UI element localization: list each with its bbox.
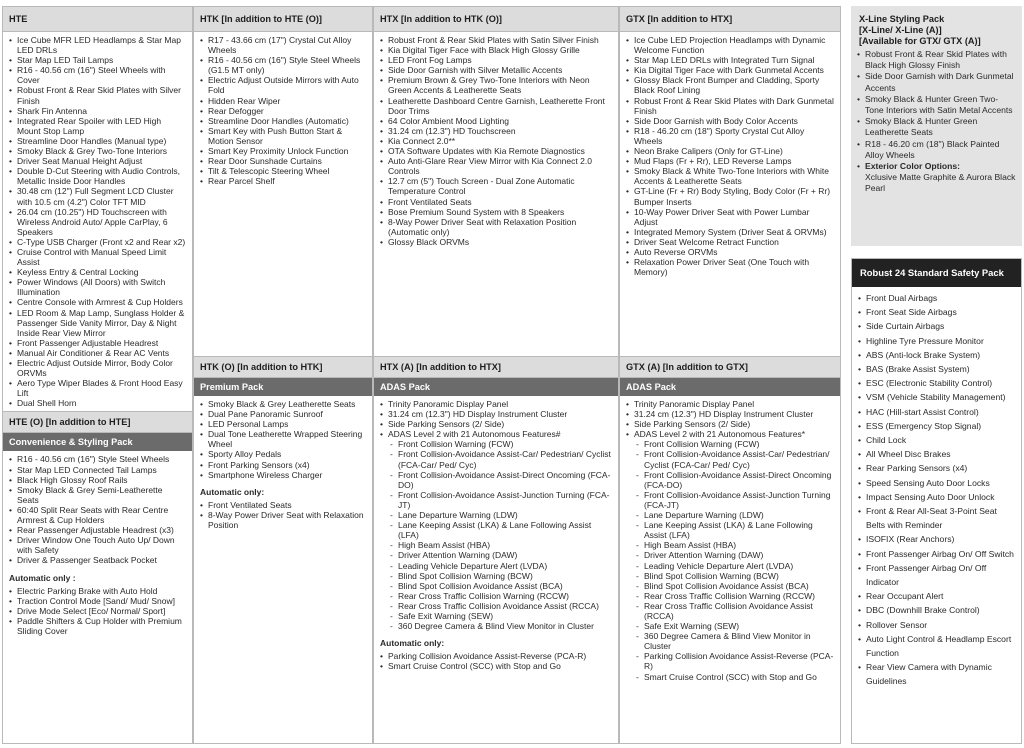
list-item: • Hidden Rear Wiper (200, 96, 366, 106)
list-item: • Paddle Shifters & Cup Holder with Premium Sliding Cover (9, 616, 186, 636)
list-item: • Leatherette Dashboard Centre Garnish, Leatherette Front Door Trims (380, 96, 612, 116)
list-item: • R17 - 43.66 cm (17") Crystal Cut Alloy Wheels (200, 35, 366, 55)
list-item: • Robust Front & Rear Skid Plates with Dark Gunmetal Finish (626, 96, 834, 116)
sub-list-item: - Blind Spot Collision Warning (BCW) (626, 571, 834, 581)
list-item: • Rear Passenger Adjustable Headrest (x3) (9, 525, 186, 535)
list-item: • 8-Way Power Driver Seat with Relaxation Position (200, 510, 366, 530)
list-item: • ADAS Level 2 with 21 Autonomous Features# (380, 429, 612, 439)
list-item: • R18 - 46.20 cm (18") Sporty Crystal Cut Alloy Wheels (626, 126, 834, 146)
xline-styling-pack (851, 6, 1022, 246)
htk-o-automatic-label: Automatic only: (200, 486, 265, 497)
safety-feature-list (852, 287, 1021, 692)
list-item: • Kia Digital Tiger Face with Black High Glossy Grille (380, 45, 612, 55)
list-item: • All Wheel Disc Brakes (858, 447, 1015, 461)
list-item: • Impact Sensing Auto Door Unlock (858, 490, 1015, 504)
list-item: • Glossy Black ORVMs (380, 237, 612, 247)
list-item: • Rollover Sensor (858, 618, 1015, 632)
list-item: • Integrated Rear Spoiler with LED High Mount Stop Lamp (9, 116, 186, 136)
list-item: • Smoky Black & Hunter Green Leatherette Seats (857, 116, 1016, 138)
list-item: • Rear Door Sunshade Curtains (200, 156, 366, 166)
list-item: • GT-Line (Fr + Rr) Body Styling, Body Color (Fr + Rr) Bumper Inserts (626, 186, 834, 206)
list-item: • Rear Parcel Shelf (200, 176, 366, 186)
list-item (857, 161, 1016, 195)
list-item: • BAS (Brake Assist System) (858, 362, 1015, 376)
sub-list-item: - Rear Cross Traffic Collision Avoidance Assist (RCCA) (626, 601, 834, 621)
list-item: • Neon Brake Calipers (Only for GT-Line) (626, 146, 834, 156)
list-item: • Dual Shell Horn (9, 398, 186, 408)
list-item: • Mud Flaps (Fr + Rr), LED Reverse Lamps (626, 156, 834, 166)
list-item: • Front & Rear All-Seat 3-Point Seat Belts with Reminder (858, 504, 1015, 532)
sub-list-item: - Driver Attention Warning (DAW) (626, 550, 834, 560)
list-item: • R16 - 40.56 cm (16") Style Steel Wheels (9, 454, 186, 464)
sub-list-item: - Front Collision-Avoidance Assist-Car/ Pedestrian/ Cyclist (FCA-Car/ Ped/ Cyc) (380, 449, 612, 469)
list-item: • Traction Control Mode [Sand/ Mud/ Snow] (9, 596, 186, 606)
list-item: • Streamline Door Handles (Automatic) (200, 116, 366, 126)
sub-list-item: - Front Collision-Avoidance Assist-Direct Oncoming (FCA-DO) (380, 470, 612, 490)
list-item: • Smart Key with Push Button Start & Motion Sensor (200, 126, 366, 146)
column-htx (373, 6, 619, 744)
column-htk (193, 6, 373, 744)
list-item: • Trinity Panoramic Display Panel (626, 399, 834, 409)
sub-list-item: - Lane Keeping Assist (LKA) & Lane Following Assist (LFA) (626, 520, 834, 540)
list-item: • Auto Reverse ORVMs (626, 247, 834, 257)
list-item: • R16 - 40.56 cm (16") Style Steel Wheels (G1.5 MT only) (200, 55, 366, 75)
hte-o-automatic-list (3, 583, 192, 639)
list-item: • Smoky Black & Grey Semi-Leatherette Seats (9, 485, 186, 505)
sub-list-item: - Leading Vehicle Departure Alert (LVDA) (626, 561, 834, 571)
xline-title-line: [Available for GTX/ GTX (A)] (859, 36, 981, 46)
list-item: • Star Map LED Tail Lamps (9, 55, 186, 65)
list-item: • Premium Brown & Grey Two-Tone Interiors with Neon Green Accents & Leatherette Seats (380, 75, 612, 95)
list-item: • Star Map LED DRLs with Integrated Turn Signal (626, 55, 834, 65)
list-item: • Smart Cruise Control (SCC) with Stop and Go (380, 661, 612, 671)
sub-list-item: - Lane Departure Warning (LDW) (380, 510, 612, 520)
list-item: • Rear Parking Sensors (x4) (858, 461, 1015, 475)
sub-list-item: - Leading Vehicle Departure Alert (LVDA) (380, 561, 612, 571)
list-item: • LED Personal Lamps (200, 419, 366, 429)
list-item: • 31.24 cm (12.3") HD Display Instrument Cluster (626, 409, 834, 419)
xline-title (851, 6, 1022, 49)
sub-list-item: - Rear Cross Traffic Collision Warning (RCCW) (626, 591, 834, 601)
list-item: • Drive Mode Select [Eco/ Normal/ Sport] (9, 606, 186, 616)
list-item: • 31.24 cm (12.3") HD Display Instrument Cluster (380, 409, 612, 419)
list-item: • 26.04 cm (10.25") HD Touchscreen with Wireless Android Auto/ Apple CarPlay, 6 Speakers (9, 207, 186, 237)
list-item: • Centre Console with Armrest & Cup Holders (9, 297, 186, 307)
list-item: • 8-Way Power Driver Seat with Relaxation Position (Automatic only) (380, 217, 612, 237)
sub-list-item: - Safe Exit Warning (SEW) (626, 621, 834, 631)
list-item: • Integrated Memory System (Driver Seat & ORVMs) (626, 227, 834, 237)
sub-list-item: - Front Collision-Avoidance Assist-Junction Turning (FCA-JT) (626, 490, 834, 510)
sub-list-item: - Front Collision Warning (FCW) (626, 439, 834, 449)
hte-o-automatic-label: Automatic only : (9, 572, 76, 583)
gtx-a-header: GTX (A) [In addition to GTX] (620, 356, 840, 378)
list-item: • Robust Front & Rear Skid Plates with Satin Silver Finish (380, 35, 612, 45)
list-item: • 12.7 cm (5") Touch Screen - Dual Zone Automatic Temperature Control (380, 176, 612, 196)
sub-list-item: - Lane Keeping Assist (LKA) & Lane Following Assist (LFA) (380, 520, 612, 540)
list-item: • 30.48 cm (12") Full Segment LCD Cluster with 10.5 cm (4.2") Color TFT MID (9, 186, 186, 206)
htk-header: HTK [In addition to HTE (O)] (194, 6, 372, 32)
htx-a-header: HTX (A) [In addition to HTX] (374, 356, 618, 378)
list-item: • Rear Defogger (200, 106, 366, 116)
list-item: • Speed Sensing Auto Door Locks (858, 476, 1015, 490)
list-item: • Side Parking Sensors (2/ Side) (626, 419, 834, 429)
list-item: • Front Passenger Adjustable Headrest (9, 338, 186, 348)
column-gtx (619, 6, 841, 744)
list-item: • Driver Window One Touch Auto Up/ Down with Safety (9, 535, 186, 555)
list-item: • Front Seat Side Airbags (858, 305, 1015, 319)
sub-list-item: - High Beam Assist (HBA) (626, 540, 834, 550)
list-item: • Bose Premium Sound System with 8 Speakers (380, 207, 612, 217)
list-item: • LED Front Fog Lamps (380, 55, 612, 65)
list-item: • R16 - 40.56 cm (16") Steel Wheels with Cover (9, 65, 186, 85)
list-item: • Rear View Camera with Dynamic Guidelines (858, 660, 1015, 688)
htk-feature-list (194, 32, 372, 189)
sub-list-item: - 360 Degree Camera & Blind View Monitor in Cluster (380, 621, 612, 631)
sub-list-item: - Rear Cross Traffic Collision Warning (RCCW) (380, 591, 612, 601)
list-item: • Aero Type Wiper Blades & Front Hood Easy Lift (9, 378, 186, 398)
exterior-color-value: Xclusive Matte Graphite & Aurora Black Pearl (865, 172, 1016, 194)
htx-adas-pack-label: ADAS Pack (374, 378, 618, 396)
list-item: • Driver Seat Welcome Retract Function (626, 237, 834, 247)
list-item: • HAC (Hill-start Assist Control) (858, 405, 1015, 419)
xline-feature-list (851, 49, 1022, 198)
sub-list-item: - Front Collision-Avoidance Assist-Direct Oncoming (FCA-DO) (626, 470, 834, 490)
list-item: • Keyless Entry & Central Locking (9, 267, 186, 277)
list-item: • Kia Digital Tiger Face with Dark Gunmetal Accents (626, 65, 834, 75)
sub-list-item: - Front Collision-Avoidance Assist-Car/ Pedestrian/ Cyclist (FCA-Car/ Ped/ Cyc) (626, 449, 834, 469)
htk-o-automatic-list (194, 497, 372, 533)
sub-list-item: - Front Collision Warning (FCW) (380, 439, 612, 449)
list-item: • Black High Glossy Roof Rails (9, 475, 186, 485)
gtx-adas-pack-label: ADAS Pack (620, 378, 840, 396)
list-item: • R18 - 46.20 cm (18") Black Painted Alloy Wheels (857, 139, 1016, 161)
list-item: • Sporty Alloy Pedals (200, 449, 366, 459)
list-item: • Parking Collision Avoidance Assist-Reverse (PCA-R) (380, 651, 612, 661)
sub-list-item: - Lane Departure Warning (LDW) (626, 510, 834, 520)
list-item: • 10-Way Power Driver Seat with Power Lumbar Adjust (626, 207, 834, 227)
hte-header: HTE (3, 6, 192, 32)
list-item: • DBC (Downhill Brake Control) (858, 603, 1015, 617)
sub-list-item: - Rear Cross Traffic Collision Avoidance Assist (RCCA) (380, 601, 612, 611)
list-item: • Front Dual Airbags (858, 291, 1015, 305)
list-item: • Smoky Black & White Two-Tone Interiors with White Accents & Leatherette Seats (626, 166, 834, 186)
list-item: • Smoky Black & Grey Two-Tone Interiors (9, 146, 186, 156)
list-item: • 64 Color Ambient Mood Lighting (380, 116, 612, 126)
htx-a-feature-list (374, 396, 618, 634)
list-item: • Side Curtain Airbags (858, 319, 1015, 333)
xline-title-line: [X-Line/ X-Line (A)] (859, 25, 942, 35)
htx-feature-list (374, 32, 618, 250)
sub-list-item: - 360 Degree Camera & Blind View Monitor in Cluster (626, 631, 834, 651)
list-item: • Electric Adjust Outside Mirrors with Auto Fold (200, 75, 366, 95)
list-item: • Manual Air Conditioner & Rear AC Vents (9, 348, 186, 358)
list-item: • Driver Seat Manual Height Adjust (9, 156, 186, 166)
list-item: • Front Passenger Airbag On/ Off Switch (858, 547, 1015, 561)
list-item: • Ice Cube LED Projection Headlamps with Dynamic Welcome Function (626, 35, 834, 55)
safety-pack (851, 258, 1022, 744)
exterior-color-label: Exterior Color Options: (865, 161, 961, 172)
list-item: • Ice Cube MFR LED Headlamps & Star Map LED DRLs (9, 35, 186, 55)
list-item: • ADAS Level 2 with 21 Autonomous Features* (626, 429, 834, 439)
list-item: • Auto Light Control & Headlamp Escort Function (858, 632, 1015, 660)
sub-list-item: - Blind Spot Collision Avoidance Assist (BCA) (380, 581, 612, 591)
gtx-a-feature-list (620, 396, 840, 685)
htk-o-header: HTK (O) [In addition to HTK] (194, 356, 372, 378)
gtx-feature-list (620, 32, 840, 280)
list-item: • Electric Adjust Outside Mirror, Body Color ORVMs (9, 358, 186, 378)
htx-a-automatic-list (374, 648, 618, 674)
list-item: • Dual Tone Leatherette Wrapped Steering Wheel (200, 429, 366, 449)
list-item: • Highline Tyre Pressure Monitor (858, 334, 1015, 348)
list-item: • Side Parking Sensors (2/ Side) (380, 419, 612, 429)
htx-header: HTX [In addition to HTK (O)] (374, 6, 618, 32)
htk-o-feature-list (194, 396, 372, 483)
sub-list-item: - Smart Cruise Control (SCC) with Stop and Go (626, 672, 834, 682)
list-item: • Cruise Control with Manual Speed Limit Assist (9, 247, 186, 267)
sub-list-item: - High Beam Assist (HBA) (380, 540, 612, 550)
list-item: • Driver & Passenger Seatback Pocket (9, 555, 186, 565)
list-item: • Robust Front & Rear Skid Plates with Silver Finish (9, 85, 186, 105)
list-item: • Auto Anti-Glare Rear View Mirror with Kia Connect 2.0 Controls (380, 156, 612, 176)
list-item: • Glossy Black Front Bumper and Cladding, Sporty Black Roof Lining (626, 75, 834, 95)
list-item: • Trinity Panoramic Display Panel (380, 399, 612, 409)
hte-o-feature-list (3, 451, 192, 568)
list-item: • ESC (Electronic Stability Control) (858, 376, 1015, 390)
list-item: • Tilt & Telescopic Steering Wheel (200, 166, 366, 176)
safety-pack-header: Robust 24 Standard Safety Pack (852, 259, 1021, 287)
sub-list-item: - Parking Collision Avoidance Assist-Reverse (PCA-R) (626, 651, 834, 671)
list-item: • Shark Fin Antenna (9, 106, 186, 116)
hte-feature-list (3, 32, 192, 411)
list-item: • Front Ventilated Seats (200, 500, 366, 510)
gtx-header: GTX [In addition to HTX] (620, 6, 840, 32)
list-item: • VSM (Vehicle Stability Management) (858, 390, 1015, 404)
list-item: • LED Room & Map Lamp, Sunglass Holder & Passenger Side Vanity Mirror, Day & Night Inside Rear View Mirror (9, 308, 186, 338)
list-item: • 31.24 cm (12.3") HD Touchscreen (380, 126, 612, 136)
sub-list-item: - Blind Spot Collision Warning (BCW) (380, 571, 612, 581)
column-hte (2, 6, 193, 744)
convenience-styling-pack-label: Convenience & Styling Pack (3, 433, 192, 451)
list-item: • Power Windows (All Doors) with Switch Illumination (9, 277, 186, 297)
list-item: • Electric Parking Brake with Auto Hold (9, 586, 186, 596)
list-item: • ESS (Emergency Stop Signal) (858, 419, 1015, 433)
list-item: • Smoky Black & Hunter Green Two-Tone Interiors with Satin Metal Accents (857, 94, 1016, 116)
list-item: • OTA Software Updates with Kia Remote Diagnostics (380, 146, 612, 156)
list-item: • Side Door Garnish with Dark Gunmetal Accents (857, 71, 1016, 93)
list-item: • Side Door Garnish with Body Color Accents (626, 116, 834, 126)
premium-pack-label: Premium Pack (194, 378, 372, 396)
sub-list-item: - Blind Spot Collision Avoidance Assist (BCA) (626, 581, 834, 591)
list-item: • ABS (Anti-lock Brake System) (858, 348, 1015, 362)
list-item: • ISOFIX (Rear Anchors) (858, 532, 1015, 546)
list-item: • Rear Occupant Alert (858, 589, 1015, 603)
list-item: • Smart Key Proximity Unlock Function (200, 146, 366, 156)
list-item: • Front Passenger Airbag On/ Off Indicator (858, 561, 1015, 589)
sub-list-item: - Safe Exit Warning (SEW) (380, 611, 612, 621)
list-item: • Front Parking Sensors (x4) (200, 460, 366, 470)
list-item: • Relaxation Power Driver Seat (One Touch with Memory) (626, 257, 834, 277)
list-item: • Dual Pane Panoramic Sunroof (200, 409, 366, 419)
list-item: • Kia Connect 2.0** (380, 136, 612, 146)
list-item: • Robust Front & Rear Skid Plates with Black High Glossy Finish (857, 49, 1016, 71)
list-item: • Front Ventilated Seats (380, 197, 612, 207)
list-item: • Star Map LED Connected Tail Lamps (9, 465, 186, 475)
list-item: • C-Type USB Charger (Front x2 and Rear x2) (9, 237, 186, 247)
htx-a-automatic-label: Automatic only: (380, 638, 445, 649)
list-item: • Smoky Black & Grey Leatherette Seats (200, 399, 366, 409)
list-item: • Smartphone Wireless Charger (200, 470, 366, 480)
xline-title-line: X-Line Styling Pack (859, 14, 945, 24)
list-item: • Streamline Door Handles (Manual type) (9, 136, 186, 146)
sub-list-item: - Driver Attention Warning (DAW) (380, 550, 612, 560)
list-item: • Double D-Cut Steering with Audio Controls, Metallic Inside Door Handles (9, 166, 186, 186)
sub-list-item: - Front Collision-Avoidance Assist-Junction Turning (FCA-JT) (380, 490, 612, 510)
list-item: • Child Lock (858, 433, 1015, 447)
hte-o-header: HTE (O) [In addition to HTE] (3, 411, 192, 433)
list-item: • Side Door Garnish with Silver Metallic Accents (380, 65, 612, 75)
list-item: • 60:40 Split Rear Seats with Rear Centre Armrest & Cup Holders (9, 505, 186, 525)
